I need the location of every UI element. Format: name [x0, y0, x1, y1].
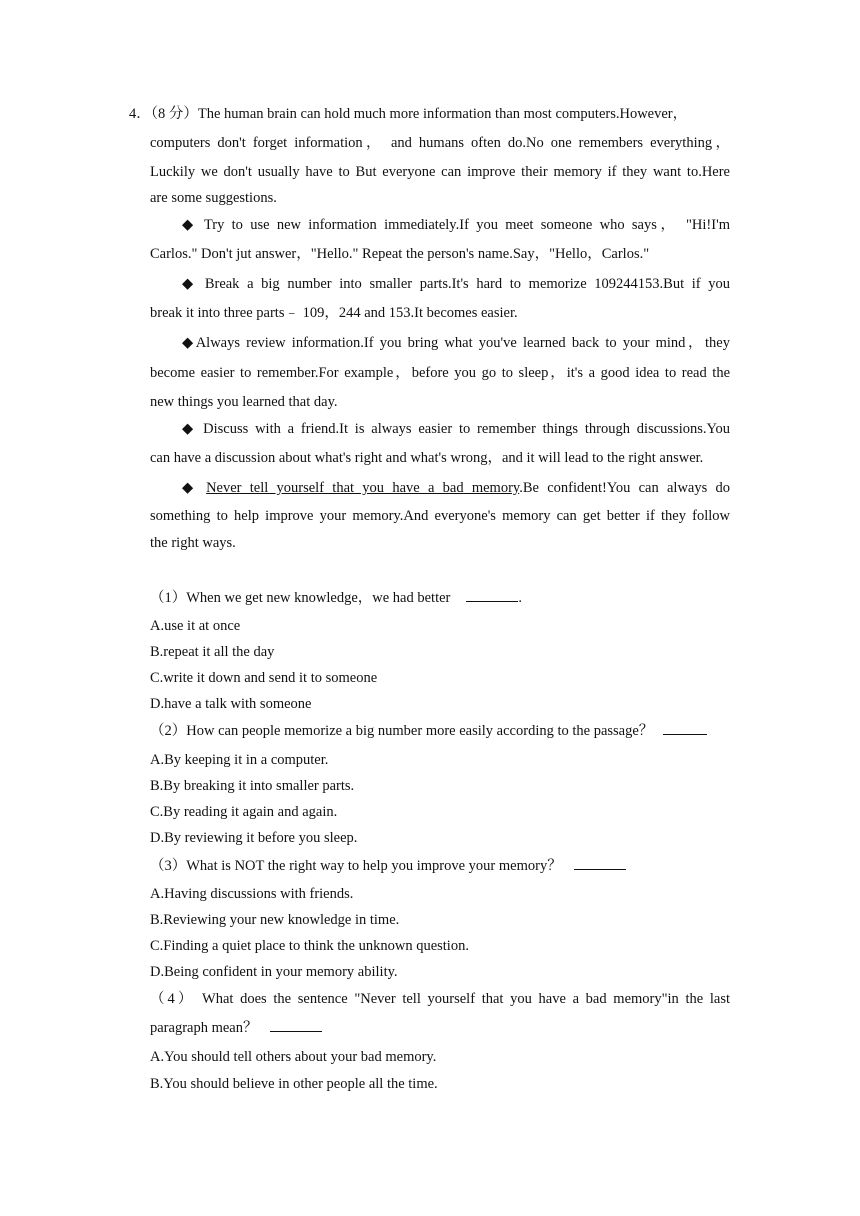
sub-question-stem: （4） What does the sentence "Never tell yourself that you have a bad memory"in the last	[150, 991, 730, 1007]
answer-blank	[663, 722, 707, 735]
bullet-icon: ◆	[182, 421, 197, 437]
option-a: A.Having discussions with friends.	[150, 886, 354, 902]
tip-line: ◆ Try to use new information immediately.If you meet someone who says， "Hi!I'm	[182, 217, 730, 233]
option-b: B.You should believe in other people all the time.	[150, 1076, 438, 1092]
bullet-icon: ◆	[182, 335, 196, 351]
tip-line: ◆ Break a big number into smaller parts.It's hard to memorize 109244153.But if you	[182, 276, 730, 292]
underlined-sentence: Never tell yourself that you have a bad memory	[206, 480, 520, 496]
question-first-line	[129, 105, 730, 123]
bullet-icon: ◆	[182, 276, 198, 292]
tip-line: new things you learned that day.	[150, 394, 338, 410]
intro-line: are some suggestions.	[150, 190, 277, 206]
tip-line: ◆ Never tell yourself that you have a bad memory.Be confident!You can always do	[182, 480, 731, 496]
intro-line: The human brain can hold much more information than most computers.However，	[197, 106, 688, 122]
tip-line: Carlos." Don't jut answer，"Hello." Repeat the person's name.Say，"Hello，Carlos."	[150, 246, 650, 262]
intro-line: Luckily we don't usually have to But everyone can improve their memory if they want to.Here	[150, 164, 730, 180]
answer-blank	[574, 857, 626, 870]
option-b: B.repeat it all the day	[150, 644, 275, 660]
bullet-icon: ◆	[182, 217, 197, 233]
option-c: C.Finding a quiet place to think the unknown question.	[150, 938, 469, 954]
sub-question-stem: （2）How can people memorize a big number more easily according to the passage？	[150, 722, 707, 740]
option-b: B.By breaking it into smaller parts.	[150, 778, 355, 794]
question-number: 4．	[129, 106, 151, 122]
option-d: D.have a talk with someone	[150, 696, 312, 712]
sub-question-stem: （1）When we get new knowledge，we had better .	[150, 590, 522, 606]
tip-line: something to help improve your memory.And everyone's memory can get better if they follow	[150, 508, 730, 524]
intro-line: computers don't forget information， and humans often do.No one remembers everything，	[150, 135, 730, 151]
tip-line: become easier to remember.For example，before you go to sleep，it's a good idea to read the	[150, 365, 730, 381]
sub-question-stem: （3）What is NOT the right way to help you improve your memory？	[150, 857, 626, 875]
option-a: A.By keeping it in a computer.	[150, 752, 329, 768]
question-score: （8 分）	[150, 106, 198, 122]
answer-blank	[466, 589, 518, 602]
option-d: D.Being confident in your memory ability.	[150, 964, 398, 980]
answer-blank	[270, 1019, 322, 1032]
option-b: B.Reviewing your new knowledge in time.	[150, 912, 400, 928]
tip-line: break it into three parts﹣ 109，244 and 153.It becomes easier.	[150, 305, 518, 321]
sub-question-stem: paragraph mean？	[150, 1019, 322, 1037]
tip-line: can have a discussion about what's right and what's wrong，and it will lead to the right answer.	[150, 450, 704, 466]
option-a: A.use it at once	[150, 618, 241, 634]
bullet-icon: ◆	[182, 480, 198, 496]
option-a: A.You should tell others about your bad memory.	[150, 1049, 437, 1065]
tip-line: ◆Always review information.If you bring what you've learned back to your mind，they	[182, 335, 730, 351]
option-d: D.By reviewing it before you sleep.	[150, 830, 358, 846]
option-c: C.write it down and send it to someone	[150, 670, 378, 686]
tip-line: the right ways.	[150, 535, 236, 551]
tip-line: ◆ Discuss with a friend.It is always easier to remember things through discussions.You	[182, 421, 731, 437]
option-c: C.By reading it again and again.	[150, 804, 338, 820]
